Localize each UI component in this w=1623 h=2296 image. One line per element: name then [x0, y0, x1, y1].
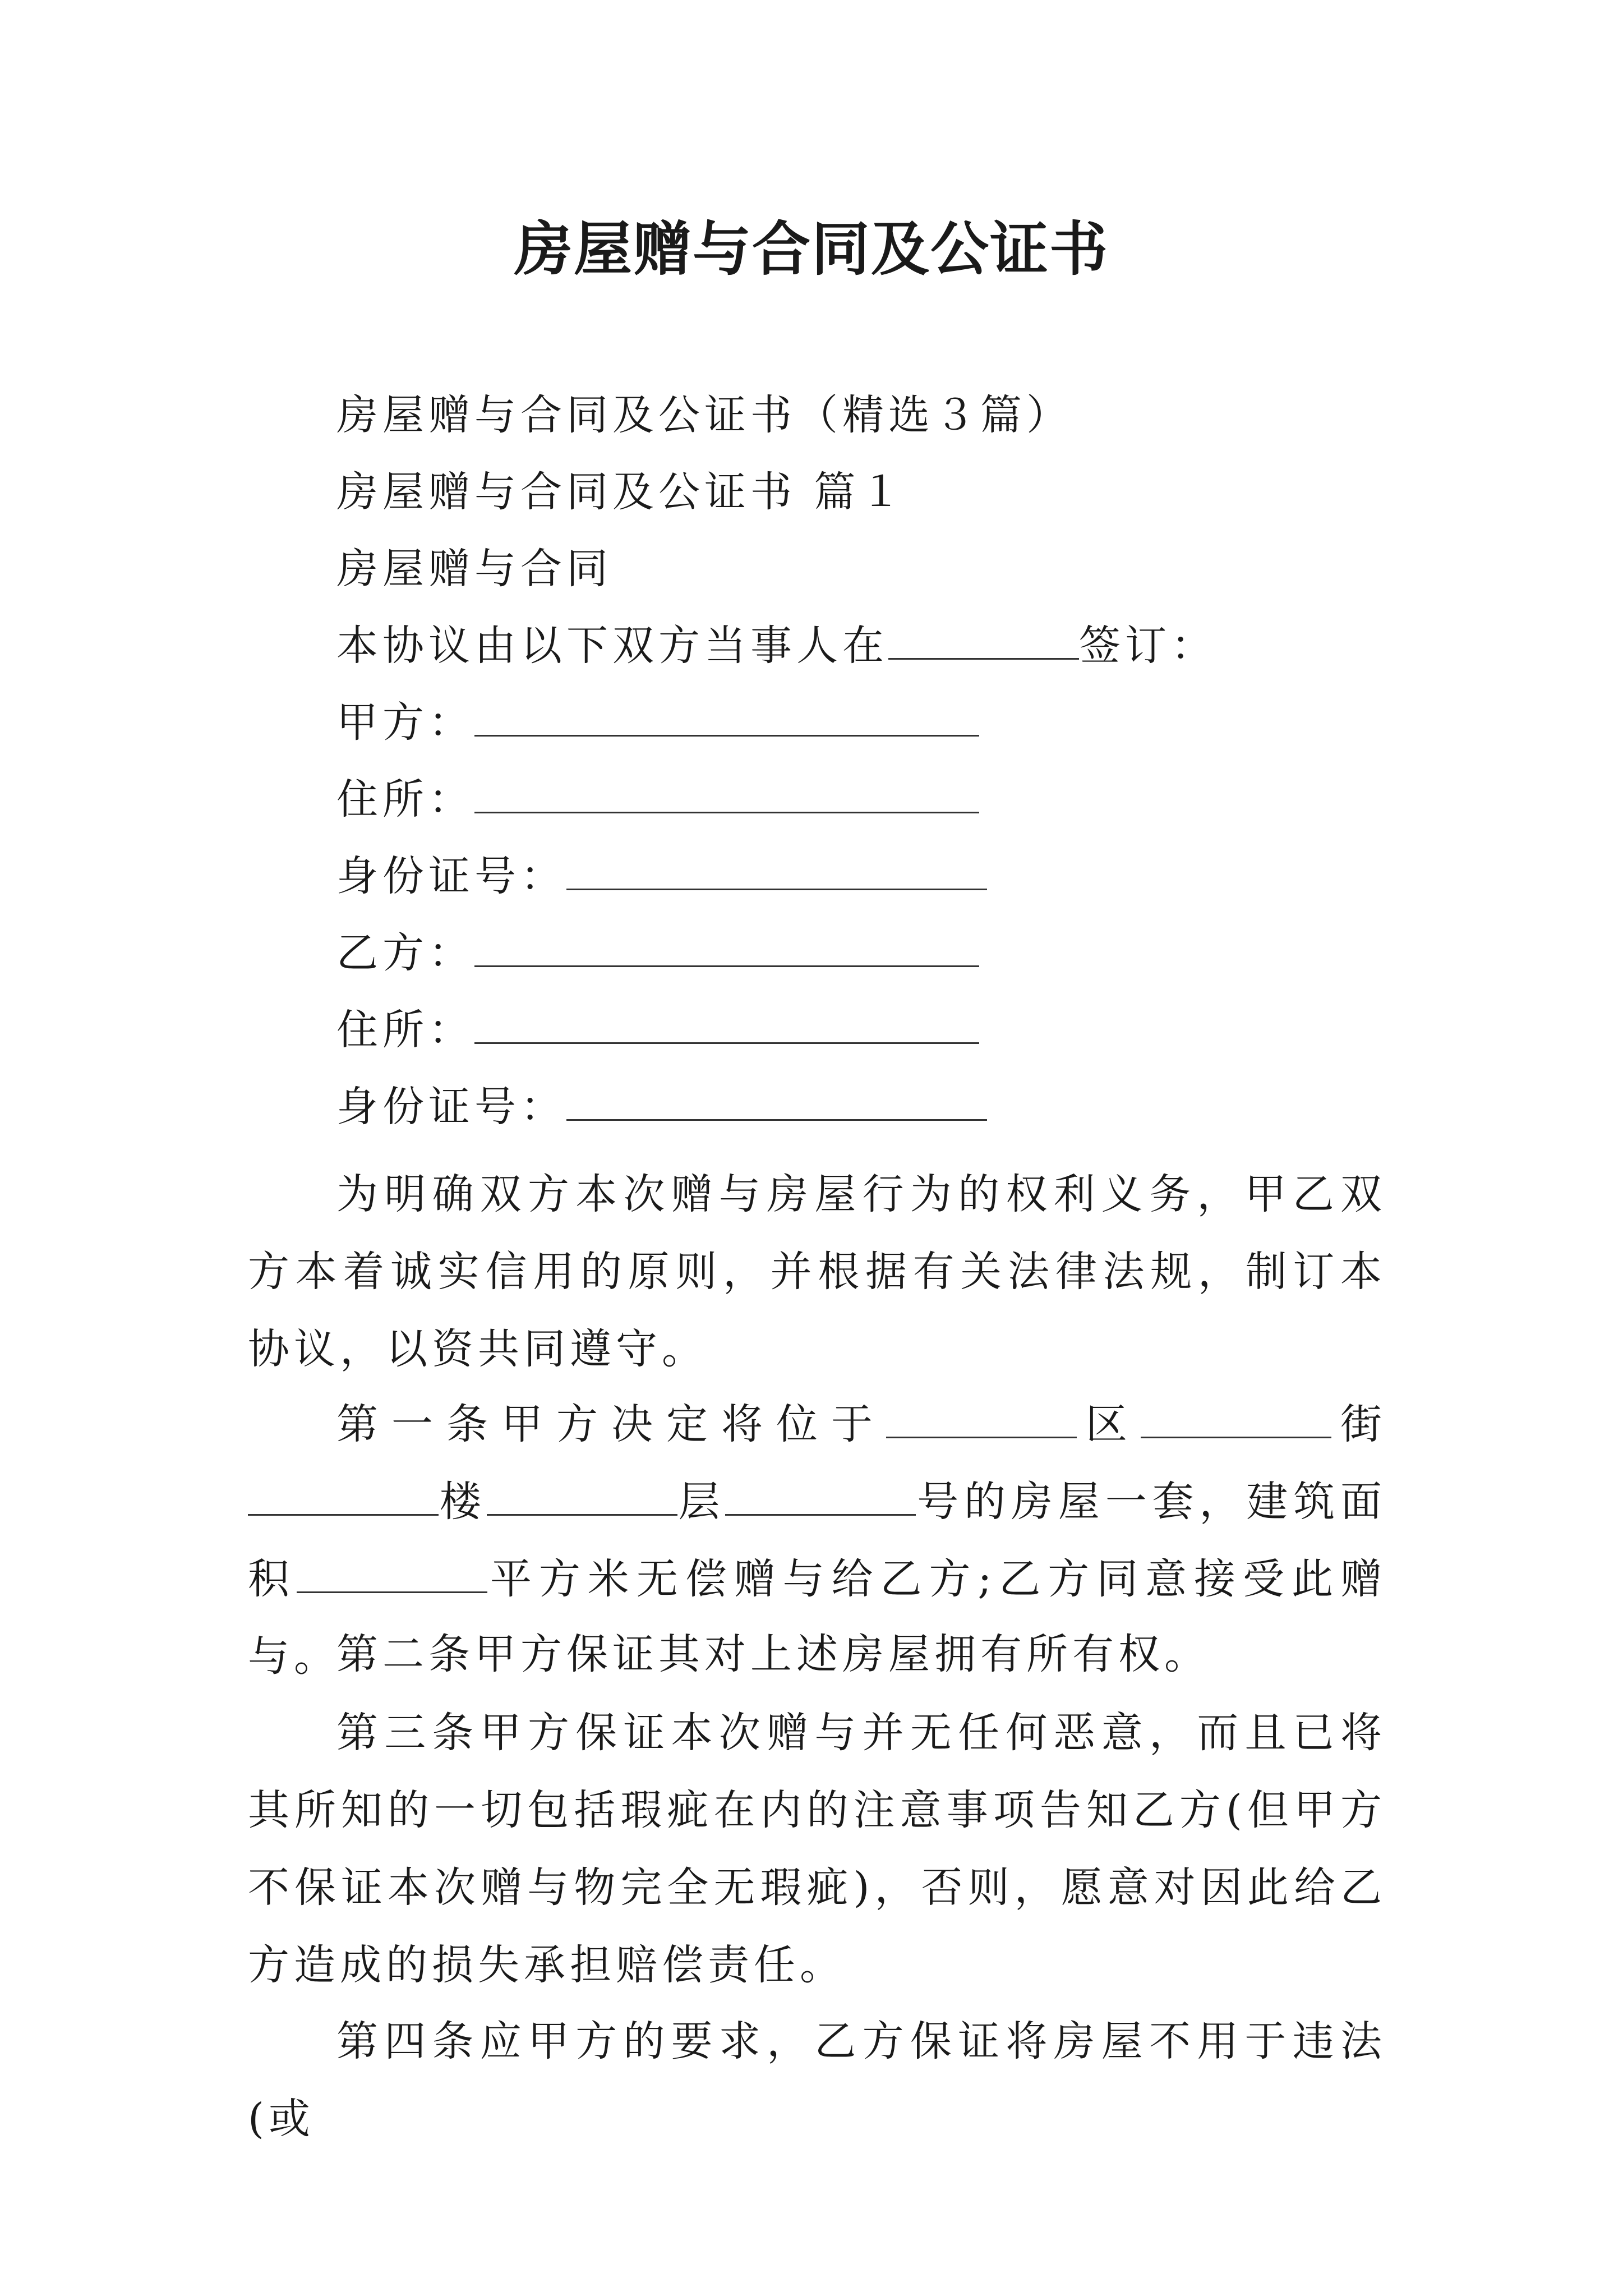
id-b-label: 身份证号： [336, 1083, 566, 1131]
article-2-paragraph: 第二条甲方保证其对上述房屋拥有所有权。 [336, 1630, 1210, 1678]
contract-title: 房屋赠与合同 [336, 545, 612, 593]
street-blank [1141, 1397, 1331, 1438]
address-a-line [336, 771, 979, 827]
intro-after: 签订： [1079, 622, 1217, 670]
floor-blank [487, 1475, 677, 1516]
article-4-paragraph: 第四条应甲方的要求，乙方保证将房屋不用于违法(或 [248, 2017, 1386, 2143]
id-a-label: 身份证号： [336, 852, 566, 900]
party-a-line [336, 694, 979, 751]
party-a-blank [474, 696, 979, 737]
article-1-street: 街 [1331, 1400, 1386, 1448]
intro-before: 本协议由以下双方当事人在 [336, 622, 888, 670]
address-b-label: 住所： [336, 1006, 474, 1054]
party-b-label: 乙方： [336, 929, 474, 977]
number-blank [725, 1475, 916, 1516]
id-a-line [336, 848, 987, 904]
address-a-blank [474, 772, 979, 813]
section-heading: 房屋赠与合同及公证书 篇１ [336, 468, 906, 516]
party-b-line [336, 925, 979, 981]
district-blank [886, 1397, 1077, 1438]
preamble-paragraph: 为明确双方本次赠与房屋行为的权利义务，甲乙双方本着诚实信用的原则，并根据有关法律法规，制订本协议，以资共同遵守。 [248, 1170, 1386, 1373]
address-a-label: 住所： [336, 775, 474, 823]
document-title: 房屋赠与合同及公证书 [514, 214, 1109, 283]
id-b-line [336, 1079, 987, 1135]
id-b-blank [566, 1080, 987, 1121]
party-b-blank [474, 926, 979, 967]
article-1-rest: 平方米无偿赠与给乙方;乙方同意接受此赠与。 [248, 1555, 1386, 1681]
intro-line [336, 618, 1217, 674]
article-1-number: 号的房屋一套，建筑面积 [248, 1478, 1387, 1603]
article-1-floor: 层 [677, 1478, 726, 1526]
id-a-blank [566, 849, 987, 890]
subtitle: 房屋赠与合同及公证书（精选３篇） [336, 391, 1072, 439]
party-a-label: 甲方： [336, 698, 474, 747]
area-blank [297, 1552, 487, 1593]
address-b-blank [474, 1003, 979, 1044]
address-b-line [336, 1002, 979, 1058]
article-3-paragraph: 第三条甲方保证本次赠与并无任何恶意，而且已将其所知的一切包括瑕疵在内的注意事项告知乙方(但甲方不保证本次赠与物完全无瑕疵)，否则，愿意对因此给乙方造成的损失承担赔偿责任。 [248, 1709, 1386, 1989]
article-1-district: 区 [1077, 1400, 1141, 1448]
building-blank [248, 1475, 439, 1516]
article-1-start: 第一条甲方决定将位于 [336, 1400, 886, 1448]
article-1-building: 楼 [439, 1478, 487, 1526]
signing-place-blank [888, 619, 1079, 660]
